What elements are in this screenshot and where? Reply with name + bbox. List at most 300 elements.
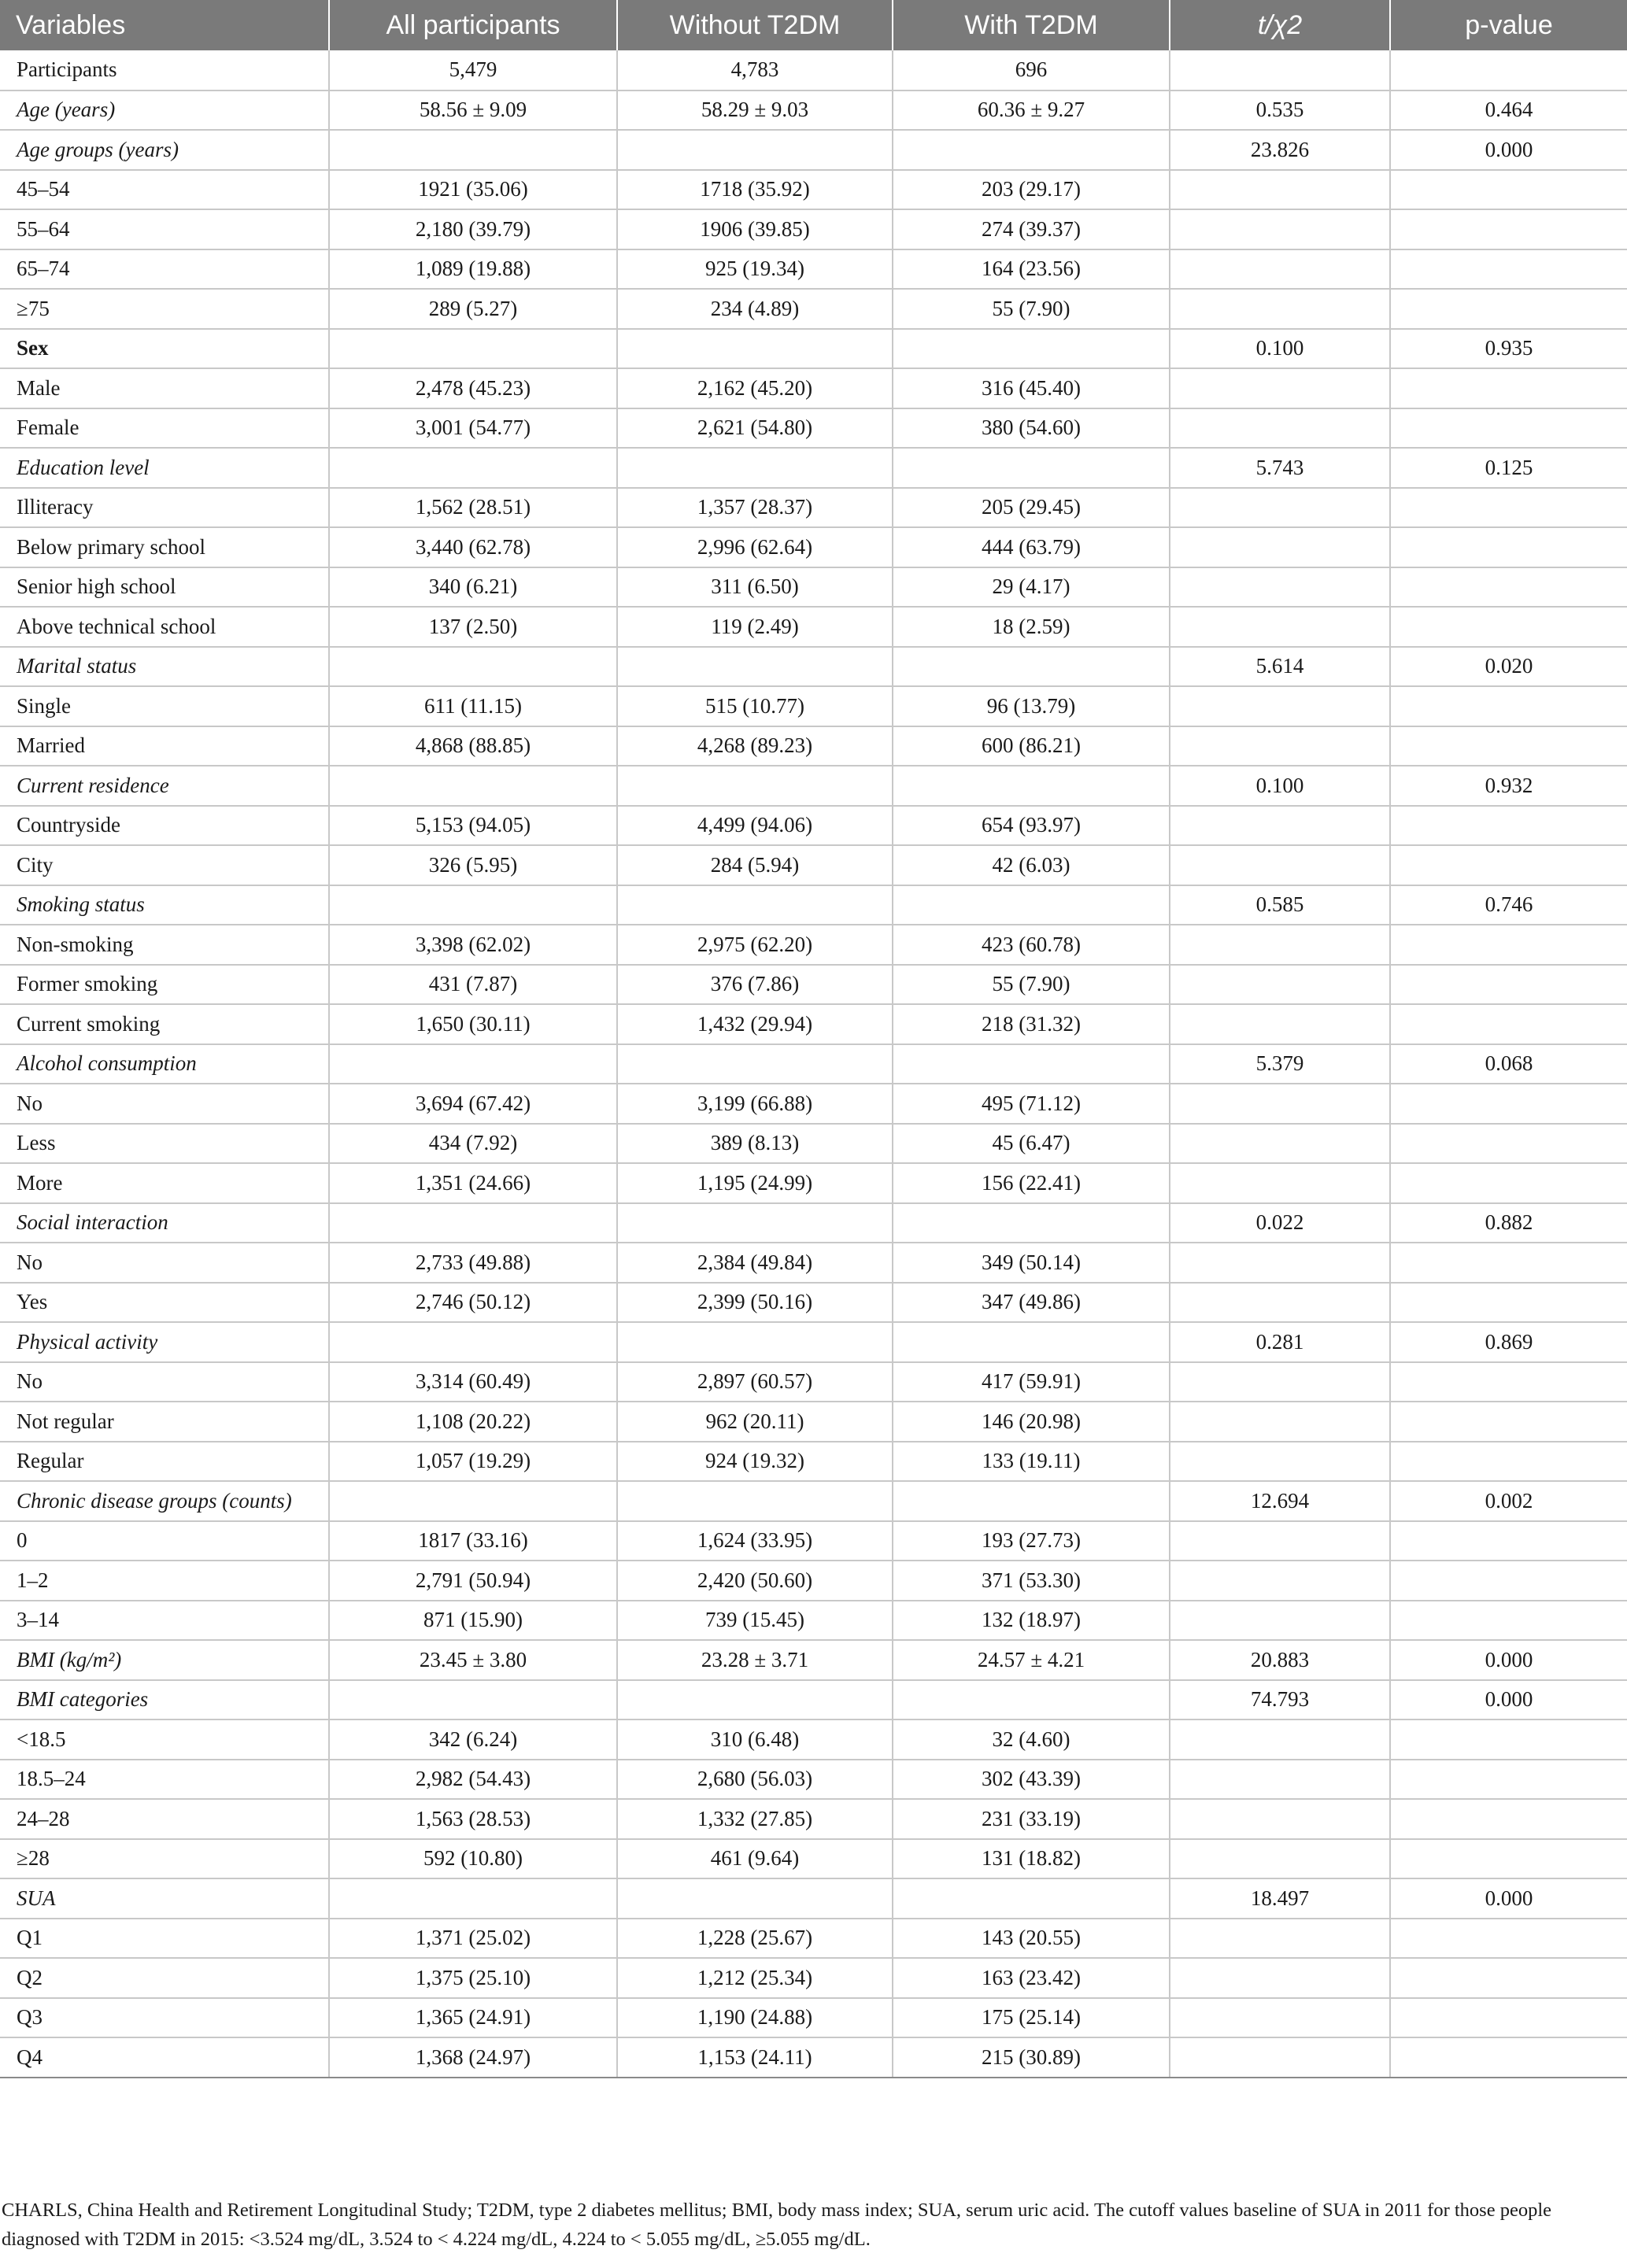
p-value-cell — [1390, 965, 1627, 1005]
variable-cell: ≥28 — [0, 1839, 329, 1879]
all-participants-cell: 1,057 (19.29) — [329, 1442, 617, 1482]
p-value-cell — [1390, 1124, 1627, 1164]
without-t2dm-cell: 311 (6.50) — [617, 567, 893, 608]
all-participants-cell: 1817 (33.16) — [329, 1521, 617, 1561]
t-chi2-cell: 5.379 — [1170, 1044, 1390, 1084]
t-chi2-cell — [1170, 1919, 1390, 1959]
all-participants-cell: 2,180 (39.79) — [329, 209, 617, 249]
t-chi2-cell — [1170, 1283, 1390, 1323]
with-t2dm-cell: 654 (93.97) — [893, 806, 1170, 846]
t-chi2-cell — [1170, 1362, 1390, 1402]
t-chi2-cell: 5.614 — [1170, 647, 1390, 687]
variable-cell: Current residence — [0, 766, 329, 806]
all-participants-cell: 611 (11.15) — [329, 686, 617, 726]
with-t2dm-cell: 29 (4.17) — [893, 567, 1170, 608]
without-t2dm-cell: 1,624 (33.95) — [617, 1521, 893, 1561]
without-t2dm-cell: 1906 (39.85) — [617, 209, 893, 249]
t-chi2-cell — [1170, 1004, 1390, 1044]
p-value-cell — [1390, 1601, 1627, 1641]
all-participants-cell — [329, 766, 617, 806]
all-participants-cell — [329, 1481, 617, 1521]
t-chi2-cell — [1170, 1839, 1390, 1879]
p-value-cell — [1390, 2037, 1627, 2078]
t-chi2-cell — [1170, 925, 1390, 965]
table-row — [0, 567, 1627, 608]
with-t2dm-cell: 193 (27.73) — [893, 1521, 1170, 1561]
variable-cell: No — [0, 1243, 329, 1283]
without-t2dm-cell: 1,195 (24.99) — [617, 1163, 893, 1203]
table-row — [0, 1680, 1627, 1720]
p-value-cell — [1390, 1163, 1627, 1203]
table-row — [0, 726, 1627, 766]
all-participants-cell: 1,650 (30.11) — [329, 1004, 617, 1044]
p-value-cell — [1390, 1719, 1627, 1760]
with-t2dm-cell: 423 (60.78) — [893, 925, 1170, 965]
table-row — [0, 1521, 1627, 1561]
table-row — [0, 1362, 1627, 1402]
without-t2dm-cell: 58.29 ± 9.03 — [617, 90, 893, 131]
t-chi2-cell — [1170, 1084, 1390, 1124]
variable-cell: Female — [0, 408, 329, 449]
with-t2dm-cell: 45 (6.47) — [893, 1124, 1170, 1164]
with-t2dm-cell: 55 (7.90) — [893, 965, 1170, 1005]
with-t2dm-cell — [893, 1680, 1170, 1720]
variable-cell: Marital status — [0, 647, 329, 687]
t-chi2-cell: 23.826 — [1170, 130, 1390, 170]
with-t2dm-cell: 60.36 ± 9.27 — [893, 90, 1170, 131]
all-participants-cell: 2,791 (50.94) — [329, 1561, 617, 1601]
table-row — [0, 1402, 1627, 1442]
table-row — [0, 1084, 1627, 1124]
all-participants-cell: 1,365 (24.91) — [329, 1998, 617, 2038]
p-value-cell: 0.000 — [1390, 1640, 1627, 1680]
variable-cell: Not regular — [0, 1402, 329, 1442]
with-t2dm-cell: 417 (59.91) — [893, 1362, 1170, 1402]
t-chi2-cell — [1170, 50, 1390, 90]
table-row — [0, 209, 1627, 249]
with-t2dm-cell — [893, 448, 1170, 488]
t-chi2-cell — [1170, 726, 1390, 766]
with-t2dm-cell: 696 — [893, 50, 1170, 90]
table-row — [0, 1283, 1627, 1323]
header-variables: Variables — [0, 0, 329, 50]
variable-cell: Male — [0, 368, 329, 408]
variable-cell: Above technical school — [0, 607, 329, 647]
table-row — [0, 1203, 1627, 1243]
p-value-cell — [1390, 686, 1627, 726]
without-t2dm-cell: 4,783 — [617, 50, 893, 90]
without-t2dm-cell: 2,975 (62.20) — [617, 925, 893, 965]
with-t2dm-cell: 349 (50.14) — [893, 1243, 1170, 1283]
t-chi2-cell — [1170, 1561, 1390, 1601]
p-value-cell — [1390, 1561, 1627, 1601]
table-row — [0, 1998, 1627, 2038]
variable-cell: Q1 — [0, 1919, 329, 1959]
all-participants-cell: 1,351 (24.66) — [329, 1163, 617, 1203]
with-t2dm-cell — [893, 130, 1170, 170]
without-t2dm-cell: 515 (10.77) — [617, 686, 893, 726]
variable-cell: Participants — [0, 50, 329, 90]
table-row — [0, 647, 1627, 687]
all-participants-cell: 3,694 (67.42) — [329, 1084, 617, 1124]
variable-cell: City — [0, 845, 329, 885]
without-t2dm-cell: 1,190 (24.88) — [617, 1998, 893, 2038]
header-p-value: p-value — [1390, 0, 1627, 50]
table-row — [0, 1442, 1627, 1482]
t-chi2-cell — [1170, 209, 1390, 249]
p-value-cell — [1390, 1283, 1627, 1323]
table-row — [0, 766, 1627, 806]
without-t2dm-cell: 2,680 (56.03) — [617, 1760, 893, 1800]
variable-cell: No — [0, 1362, 329, 1402]
all-participants-cell: 1,371 (25.02) — [329, 1919, 617, 1959]
p-value-cell — [1390, 1998, 1627, 2038]
all-participants-cell: 137 (2.50) — [329, 607, 617, 647]
table-row — [0, 1799, 1627, 1839]
without-t2dm-cell — [617, 647, 893, 687]
with-t2dm-cell: 302 (43.39) — [893, 1760, 1170, 1800]
t-chi2-cell — [1170, 1243, 1390, 1283]
with-t2dm-cell — [893, 1322, 1170, 1362]
all-participants-cell — [329, 1044, 617, 1084]
t-chi2-cell: 0.022 — [1170, 1203, 1390, 1243]
table-row — [0, 1124, 1627, 1164]
with-t2dm-cell: 371 (53.30) — [893, 1561, 1170, 1601]
without-t2dm-cell: 234 (4.89) — [617, 289, 893, 329]
header-without-t2dm: Without T2DM — [617, 0, 893, 50]
without-t2dm-cell — [617, 885, 893, 925]
variable-cell: BMI categories — [0, 1680, 329, 1720]
variable-cell: 24–28 — [0, 1799, 329, 1839]
with-t2dm-cell — [893, 329, 1170, 369]
all-participants-cell: 3,440 (62.78) — [329, 527, 617, 567]
table-row — [0, 607, 1627, 647]
p-value-cell — [1390, 1839, 1627, 1879]
t-chi2-cell — [1170, 686, 1390, 726]
without-t2dm-cell: 2,399 (50.16) — [617, 1283, 893, 1323]
with-t2dm-cell: 143 (20.55) — [893, 1919, 1170, 1959]
p-value-cell: 0.020 — [1390, 647, 1627, 687]
table-row — [0, 2037, 1627, 2078]
table-row — [0, 885, 1627, 925]
variable-cell: Illiteracy — [0, 488, 329, 528]
with-t2dm-cell: 175 (25.14) — [893, 1998, 1170, 2038]
t-chi2-cell — [1170, 1799, 1390, 1839]
without-t2dm-cell: 284 (5.94) — [617, 845, 893, 885]
p-value-cell — [1390, 408, 1627, 449]
t-chi2-cell: 0.535 — [1170, 90, 1390, 131]
variable-cell: Social interaction — [0, 1203, 329, 1243]
table-row — [0, 527, 1627, 567]
variable-cell: Non-smoking — [0, 925, 329, 965]
all-participants-cell: 4,868 (88.85) — [329, 726, 617, 766]
without-t2dm-cell: 23.28 ± 3.71 — [617, 1640, 893, 1680]
p-value-cell — [1390, 209, 1627, 249]
with-t2dm-cell: 495 (71.12) — [893, 1084, 1170, 1124]
all-participants-cell: 1,562 (28.51) — [329, 488, 617, 528]
all-participants-cell — [329, 1878, 617, 1919]
t-chi2-cell: 0.100 — [1170, 766, 1390, 806]
table-row — [0, 368, 1627, 408]
without-t2dm-cell: 2,420 (50.60) — [617, 1561, 893, 1601]
header-row — [0, 0, 1627, 50]
all-participants-cell: 1,089 (19.88) — [329, 249, 617, 290]
p-value-cell: 0.869 — [1390, 1322, 1627, 1362]
table-row — [0, 1322, 1627, 1362]
with-t2dm-cell: 316 (45.40) — [893, 368, 1170, 408]
all-participants-cell — [329, 1680, 617, 1720]
without-t2dm-cell — [617, 766, 893, 806]
table-row — [0, 1719, 1627, 1760]
table-row — [0, 1919, 1627, 1959]
with-t2dm-cell — [893, 885, 1170, 925]
p-value-cell — [1390, 368, 1627, 408]
with-t2dm-cell: 24.57 ± 4.21 — [893, 1640, 1170, 1680]
t-chi2-cell — [1170, 1958, 1390, 1998]
all-participants-cell: 1,563 (28.53) — [329, 1799, 617, 1839]
without-t2dm-cell — [617, 130, 893, 170]
without-t2dm-cell: 4,499 (94.06) — [617, 806, 893, 846]
without-t2dm-cell: 2,162 (45.20) — [617, 368, 893, 408]
all-participants-cell: 434 (7.92) — [329, 1124, 617, 1164]
with-t2dm-cell: 18 (2.59) — [893, 607, 1170, 647]
without-t2dm-cell: 376 (7.86) — [617, 965, 893, 1005]
p-value-cell — [1390, 1243, 1627, 1283]
all-participants-cell — [329, 885, 617, 925]
all-participants-cell — [329, 1203, 617, 1243]
table-row — [0, 1044, 1627, 1084]
without-t2dm-cell — [617, 329, 893, 369]
variable-cell: ≥75 — [0, 289, 329, 329]
variable-cell: Married — [0, 726, 329, 766]
p-value-cell — [1390, 1521, 1627, 1561]
with-t2dm-cell — [893, 1878, 1170, 1919]
all-participants-cell: 2,982 (54.43) — [329, 1760, 617, 1800]
all-participants-cell — [329, 329, 617, 369]
all-participants-cell: 2,478 (45.23) — [329, 368, 617, 408]
with-t2dm-cell: 146 (20.98) — [893, 1402, 1170, 1442]
variable-cell: Yes — [0, 1283, 329, 1323]
variable-cell: Current smoking — [0, 1004, 329, 1044]
t-chi2-cell — [1170, 607, 1390, 647]
without-t2dm-cell: 119 (2.49) — [617, 607, 893, 647]
variable-cell: 55–64 — [0, 209, 329, 249]
with-t2dm-cell: 215 (30.89) — [893, 2037, 1170, 2078]
without-t2dm-cell — [617, 1203, 893, 1243]
p-value-cell — [1390, 1084, 1627, 1124]
without-t2dm-cell: 962 (20.11) — [617, 1402, 893, 1442]
without-t2dm-cell: 1718 (35.92) — [617, 170, 893, 210]
table-row — [0, 130, 1627, 170]
t-chi2-cell — [1170, 289, 1390, 329]
all-participants-cell — [329, 647, 617, 687]
variable-cell: Q4 — [0, 2037, 329, 2078]
with-t2dm-cell — [893, 766, 1170, 806]
all-participants-cell: 5,153 (94.05) — [329, 806, 617, 846]
table-row — [0, 925, 1627, 965]
without-t2dm-cell — [617, 1481, 893, 1521]
with-t2dm-cell: 163 (23.42) — [893, 1958, 1170, 1998]
p-value-cell: 0.000 — [1390, 1680, 1627, 1720]
all-participants-cell: 2,746 (50.12) — [329, 1283, 617, 1323]
with-t2dm-cell: 231 (33.19) — [893, 1799, 1170, 1839]
all-participants-cell: 3,398 (62.02) — [329, 925, 617, 965]
t-chi2-cell — [1170, 1442, 1390, 1482]
variable-cell: Q2 — [0, 1958, 329, 1998]
all-participants-cell: 3,001 (54.77) — [329, 408, 617, 449]
t-chi2-cell: 18.497 — [1170, 1878, 1390, 1919]
all-participants-cell: 340 (6.21) — [329, 567, 617, 608]
with-t2dm-cell: 380 (54.60) — [893, 408, 1170, 449]
p-value-cell — [1390, 1442, 1627, 1482]
table-row — [0, 448, 1627, 488]
without-t2dm-cell: 925 (19.34) — [617, 249, 893, 290]
with-t2dm-cell: 55 (7.90) — [893, 289, 1170, 329]
table-row — [0, 289, 1627, 329]
with-t2dm-cell: 96 (13.79) — [893, 686, 1170, 726]
all-participants-cell: 1,375 (25.10) — [329, 1958, 617, 1998]
without-t2dm-cell: 2,384 (49.84) — [617, 1243, 893, 1283]
p-value-cell — [1390, 50, 1627, 90]
table-row — [0, 90, 1627, 131]
p-value-cell — [1390, 527, 1627, 567]
variable-cell: Countryside — [0, 806, 329, 846]
with-t2dm-cell: 132 (18.97) — [893, 1601, 1170, 1641]
variable-cell: 65–74 — [0, 249, 329, 290]
all-participants-cell — [329, 130, 617, 170]
all-participants-cell: 592 (10.80) — [329, 1839, 617, 1879]
p-value-cell: 0.000 — [1390, 130, 1627, 170]
p-value-cell — [1390, 170, 1627, 210]
p-value-cell: 0.000 — [1390, 1878, 1627, 1919]
variable-cell: Chronic disease groups (counts) — [0, 1481, 329, 1521]
t-chi2-cell — [1170, 1601, 1390, 1641]
all-participants-cell: 871 (15.90) — [329, 1601, 617, 1641]
all-participants-cell — [329, 1322, 617, 1362]
table-row — [0, 488, 1627, 528]
variable-cell: BMI (kg/m²) — [0, 1640, 329, 1680]
p-value-cell — [1390, 607, 1627, 647]
t-chi2-cell: 74.793 — [1170, 1680, 1390, 1720]
table-row — [0, 806, 1627, 846]
table-row — [0, 1958, 1627, 1998]
all-participants-cell: 289 (5.27) — [329, 289, 617, 329]
all-participants-cell: 23.45 ± 3.80 — [329, 1640, 617, 1680]
all-participants-cell: 342 (6.24) — [329, 1719, 617, 1760]
t-chi2-cell — [1170, 845, 1390, 885]
t-chi2-cell — [1170, 567, 1390, 608]
table-row — [0, 50, 1627, 90]
table-row — [0, 1601, 1627, 1641]
p-value-cell — [1390, 289, 1627, 329]
p-value-cell — [1390, 1958, 1627, 1998]
with-t2dm-cell — [893, 647, 1170, 687]
without-t2dm-cell: 2,996 (62.64) — [617, 527, 893, 567]
p-value-cell — [1390, 1919, 1627, 1959]
with-t2dm-cell: 205 (29.45) — [893, 488, 1170, 528]
t-chi2-cell — [1170, 170, 1390, 210]
without-t2dm-cell: 389 (8.13) — [617, 1124, 893, 1164]
table-row — [0, 1839, 1627, 1879]
variable-cell: SUA — [0, 1878, 329, 1919]
variable-cell: More — [0, 1163, 329, 1203]
table-row — [0, 408, 1627, 449]
t-chi2-cell — [1170, 527, 1390, 567]
t-chi2-cell: 0.281 — [1170, 1322, 1390, 1362]
table-row — [0, 1561, 1627, 1601]
variable-cell: Former smoking — [0, 965, 329, 1005]
all-participants-cell: 1,108 (20.22) — [329, 1402, 617, 1442]
without-t2dm-cell — [617, 1322, 893, 1362]
without-t2dm-cell: 1,228 (25.67) — [617, 1919, 893, 1959]
t-chi2-cell — [1170, 1719, 1390, 1760]
p-value-cell: 0.882 — [1390, 1203, 1627, 1243]
without-t2dm-cell: 2,897 (60.57) — [617, 1362, 893, 1402]
variable-cell: Senior high school — [0, 567, 329, 608]
all-participants-cell — [329, 448, 617, 488]
variable-cell: Below primary school — [0, 527, 329, 567]
variable-cell: Alcohol consumption — [0, 1044, 329, 1084]
t-chi2-cell — [1170, 1163, 1390, 1203]
variable-cell: <18.5 — [0, 1719, 329, 1760]
p-value-cell: 0.125 — [1390, 448, 1627, 488]
all-participants-cell: 326 (5.95) — [329, 845, 617, 885]
variable-cell: Physical activity — [0, 1322, 329, 1362]
header-with-t2dm: With T2DM — [893, 0, 1170, 50]
p-value-cell — [1390, 925, 1627, 965]
with-t2dm-cell: 274 (39.37) — [893, 209, 1170, 249]
with-t2dm-cell: 444 (63.79) — [893, 527, 1170, 567]
all-participants-cell: 58.56 ± 9.09 — [329, 90, 617, 131]
without-t2dm-cell: 739 (15.45) — [617, 1601, 893, 1641]
p-value-cell: 0.068 — [1390, 1044, 1627, 1084]
with-t2dm-cell — [893, 1203, 1170, 1243]
t-chi2-cell — [1170, 1998, 1390, 2038]
without-t2dm-cell: 3,199 (66.88) — [617, 1084, 893, 1124]
t-chi2-cell — [1170, 408, 1390, 449]
with-t2dm-cell: 347 (49.86) — [893, 1283, 1170, 1323]
t-chi2-cell — [1170, 2037, 1390, 2078]
with-t2dm-cell: 156 (22.41) — [893, 1163, 1170, 1203]
variable-cell: No — [0, 1084, 329, 1124]
table-row — [0, 1004, 1627, 1044]
p-value-cell — [1390, 806, 1627, 846]
p-value-cell — [1390, 1402, 1627, 1442]
p-value-cell — [1390, 1004, 1627, 1044]
all-participants-cell: 431 (7.87) — [329, 965, 617, 1005]
t-chi2-cell — [1170, 1402, 1390, 1442]
with-t2dm-cell — [893, 1481, 1170, 1521]
variable-cell: Q3 — [0, 1998, 329, 2038]
without-t2dm-cell: 4,268 (89.23) — [617, 726, 893, 766]
with-t2dm-cell: 164 (23.56) — [893, 249, 1170, 290]
t-chi2-cell — [1170, 806, 1390, 846]
p-value-cell — [1390, 567, 1627, 608]
p-value-cell — [1390, 1760, 1627, 1800]
without-t2dm-cell: 461 (9.64) — [617, 1839, 893, 1879]
p-value-cell — [1390, 1799, 1627, 1839]
table-row — [0, 1243, 1627, 1283]
t-chi2-cell — [1170, 1521, 1390, 1561]
variable-cell: Age (years) — [0, 90, 329, 131]
t-chi2-cell: 0.585 — [1170, 885, 1390, 925]
header-t-chi2: t/χ2 — [1170, 0, 1390, 50]
with-t2dm-cell: 42 (6.03) — [893, 845, 1170, 885]
without-t2dm-cell: 1,332 (27.85) — [617, 1799, 893, 1839]
with-t2dm-cell: 32 (4.60) — [893, 1719, 1170, 1760]
p-value-cell — [1390, 249, 1627, 290]
t-chi2-cell — [1170, 249, 1390, 290]
